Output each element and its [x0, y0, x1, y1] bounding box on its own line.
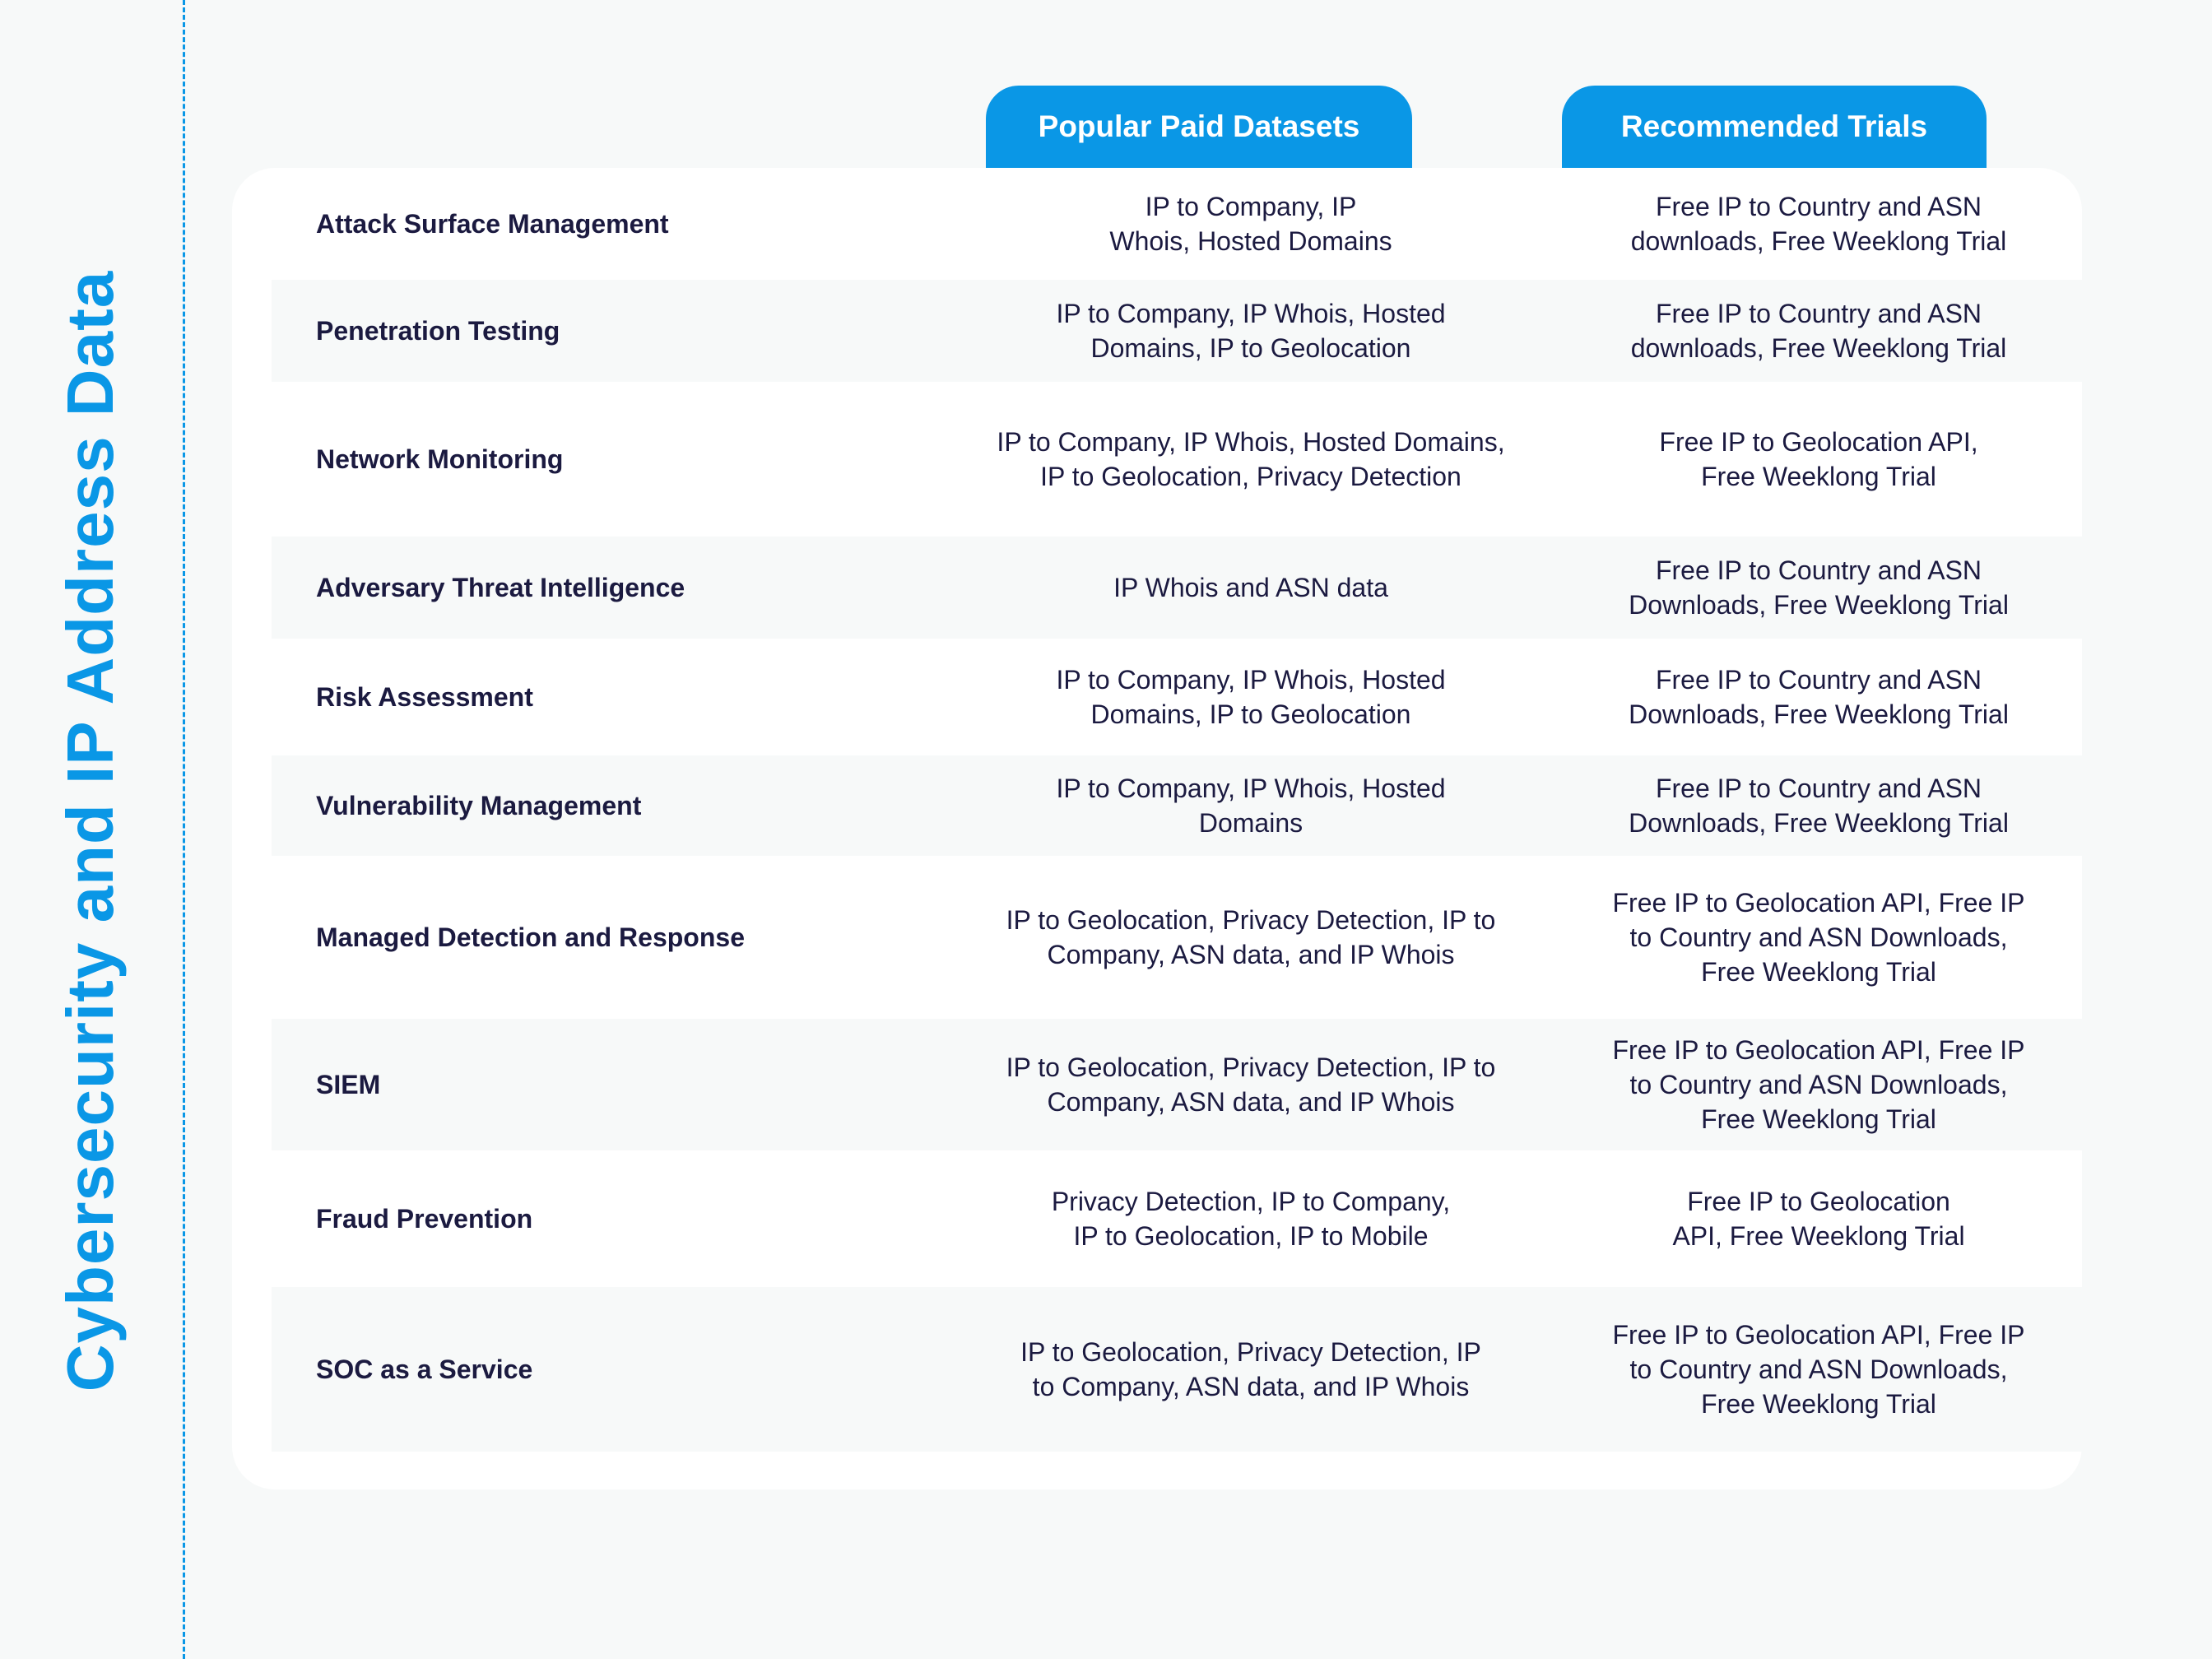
side-title	[49, 0, 132, 1659]
row-paid-datasets: IP to Geolocation, Privacy Detection, IP to Company, ASN data, and IP Whois	[1006, 1053, 1496, 1117]
row-recommended-trials: Free IP to Country and ASN Downloads, Free Weeklong Trial	[1629, 774, 2009, 838]
row-category: SIEM	[316, 1070, 381, 1099]
page-title: Cybersecurity and IP Address Data	[53, 270, 127, 1392]
row-category: Managed Detection and Response	[316, 922, 745, 952]
row-category: Risk Assessment	[316, 682, 533, 712]
row-paid-datasets: IP to Company, IP Whois, Hosted Domains, IP to Geolocation	[1056, 665, 1446, 729]
row-paid-datasets: IP to Company, IP Whois, Hosted Domains	[1056, 774, 1446, 838]
row-recommended-trials: Free IP to Geolocation API, Free IP to Country and ASN Downloads, Free Weeklong Trial	[1612, 1035, 2025, 1134]
row-paid-datasets: IP to Geolocation, Privacy Detection, IP to Company, ASN data, and IP Whois	[1006, 905, 1496, 969]
table-row	[272, 1150, 2085, 1287]
row-recommended-trials: Free IP to Geolocation API, Free Weeklong Trial	[1659, 427, 1978, 491]
table-row	[272, 537, 2085, 639]
row-recommended-trials: Free IP to Country and ASN downloads, Free Weeklong Trial	[1630, 192, 2007, 256]
row-category: Attack Surface Management	[316, 209, 669, 239]
row-paid-datasets: IP to Geolocation, Privacy Detection, IP to Company, ASN data, and IP Whois	[1020, 1337, 1481, 1401]
table-row	[272, 382, 2085, 537]
row-recommended-trials: Free IP to Country and ASN downloads, Free Weeklong Trial	[1630, 299, 2007, 363]
table-row	[272, 639, 2085, 755]
row-recommended-trials: Free IP to Geolocation API, Free IP to Country and ASN Downloads, Free Weeklong Trial	[1612, 1320, 2025, 1419]
row-category: Fraud Prevention	[316, 1204, 533, 1234]
row-recommended-trials: Free IP to Country and ASN Downloads, Free Weeklong Trial	[1629, 555, 2009, 620]
table-row	[272, 1019, 2085, 1150]
dashed-divider	[183, 0, 185, 1659]
row-category: Vulnerability Management	[316, 791, 642, 820]
row-category: Adversary Threat Intelligence	[316, 573, 685, 602]
table-row	[272, 1287, 2085, 1452]
row-category: Penetration Testing	[316, 316, 560, 346]
row-category: Network Monitoring	[316, 444, 564, 474]
row-paid-datasets: IP to Company, IP Whois, Hosted Domains, IP to Geolocation	[1056, 299, 1446, 363]
row-recommended-trials: Free IP to Geolocation API, Free IP to Country and ASN Downloads, Free Weeklong Trial	[1612, 888, 2025, 987]
row-paid-datasets: IP to Company, IP Whois, Hosted Domains	[1109, 192, 1392, 256]
row-paid-datasets: IP to Company, IP Whois, Hosted Domains, IP to Geolocation, Privacy Detection	[997, 427, 1505, 491]
row-paid-datasets: IP Whois and ASN data	[1113, 573, 1388, 602]
row-recommended-trials: Free IP to Country and ASN Downloads, Free Weeklong Trial	[1629, 665, 2009, 729]
row-recommended-trials: Free IP to Geolocation API, Free Weeklong Trial	[1672, 1187, 1965, 1251]
row-paid-datasets: Privacy Detection, IP to Company, IP to Geolocation, IP to Mobile	[1051, 1187, 1451, 1251]
table-row	[272, 755, 2085, 856]
header-tab-recommended-trials: Recommended Trials	[1562, 86, 1987, 168]
table-row	[272, 280, 2085, 382]
table-row	[272, 168, 2085, 280]
header-tab-paid-datasets: Popular Paid Datasets	[986, 86, 1412, 168]
table-row	[272, 856, 2085, 1019]
row-category: SOC as a Service	[316, 1355, 533, 1384]
